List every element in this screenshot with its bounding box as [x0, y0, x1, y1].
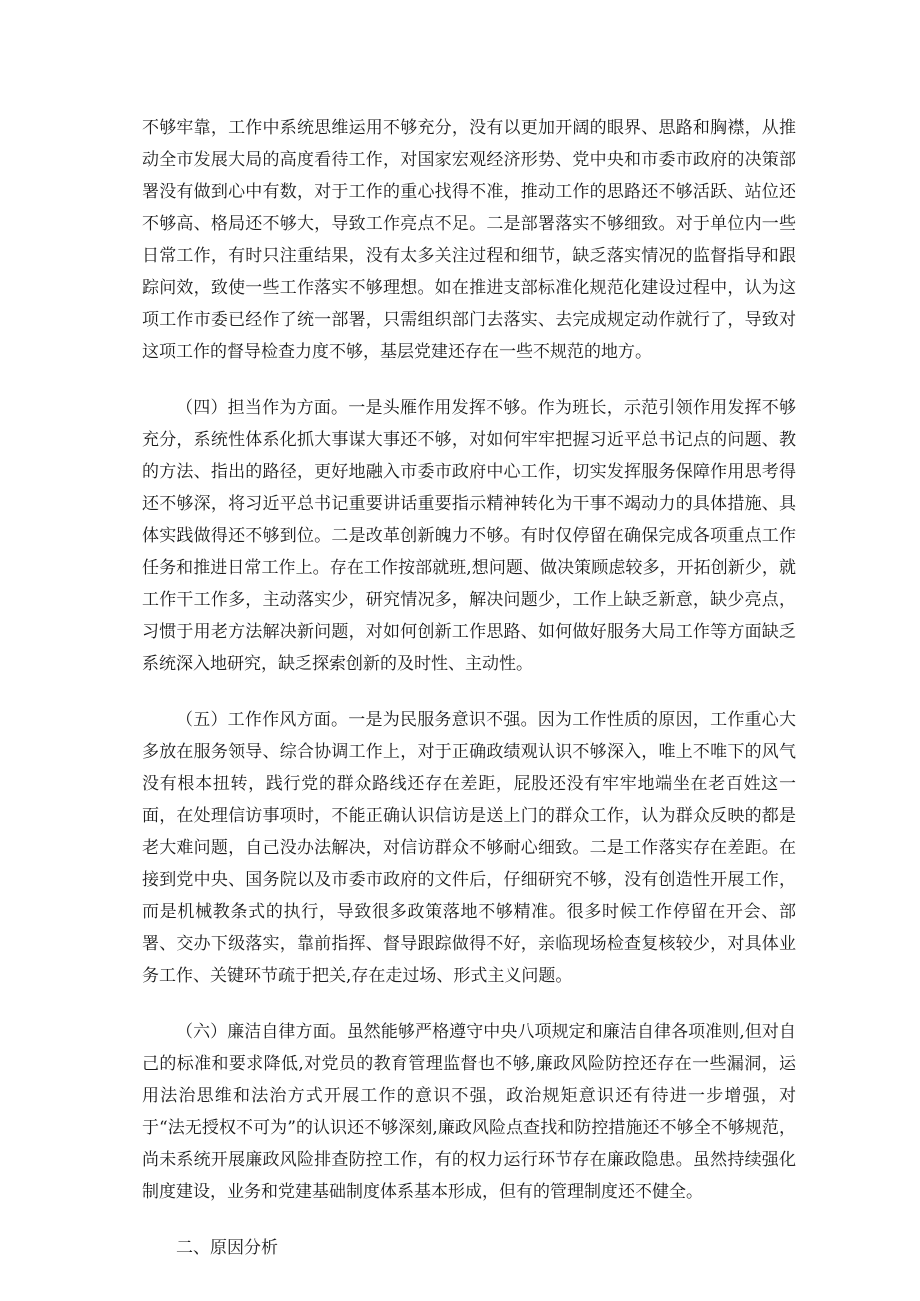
- paragraph-section-4: （四）担当作为方面。一是头雁作用发挥不够。作为班长，示范引领作用发挥不够充分，系统性体系化抓大事谋大事还不够，对如何牢牢把握习近平总书记点的问题、教的方法、指出的路径，更好地融入市委市政府中心工作，切实发挥服务保障作用思考得还不够深，将习近平总书记重要讲话重要指示精神转化为干事不竭动力的具体措施、具体实践做得还不够到位。二是改革创新魄力不够。有时仅停留在确保完成各项重点工作任务和推进日常工作上。存在工作按部就班,想问题、做决策顾虑较多，开拓创新少，就工作干工作多，主动落实少，研究情况多，解决问题少，工作上缺乏新意，缺少亮点，习惯于用老方法解决新问题，对如何创新工作思路、如何做好服务大局工作等方面缺乏系统深入地研究，缺乏探索创新的及时性、主动性。: [142, 398, 796, 674]
- paragraph-section-5: （五）工作作风方面。一是为民服务意识不强。因为工作性质的原因，工作重心大多放在服务领导、综合协调工作上，对于正确政绩观认识不够深入，唯上不唯下的风气没有根本扭转，践行党的群众路线还存在差距，屁股还没有牢牢地端坐在老百姓这一面，在处理信访事项时，不能正确认识信访是送上门的群众工作，认为群众反映的都是老大难问题，自己没办法解决，对信访群众不够耐心细致。二是工作落实存在差距。在接到党中央、国务院以及市委市政府的文件后，仔细研究不够，没有创造性开展工作，而是机械教条式的执行，导致很多政策落地不够精准。很多时候工作停留在开会、部署、交办下级落实，靠前指挥、督导跟踪做得不好，亲临现场检查复核较少，对具体业务工作、关键环节疏于把关,存在走过场、形式主义问题。: [142, 710, 796, 986]
- paragraph-section-6: （六）廉洁自律方面。虽然能够严格遵守中央八项规定和廉洁自律各项准则,但对自己的标准和要求降低,对党员的教育管理监督也不够,廉政风险防控还存在一些漏洞，运用法治思维和法治方式开展工作的意识不强，政治规矩意识还有待进一步增强，对于“法无授权不可为”的认识还不够深刻,廉政风险点查找和防控措施还不够全不够规范，尚未系统开展廉政风险排查防控工作，有的权力运行环节存在廉政隐患。虽然持续强化制度建设，业务和党建基础制度体系基本形成，但有的管理制度还不健全。: [142, 1022, 796, 1202]
- paragraph-continued: 不够牢靠，工作中系统思维运用不够充分，没有以更加开阔的眼界、思路和胸襟，从推动全市发展大局的高度看待工作，对国家宏观经济形势、党中央和市委市政府的决策部署没有做到心中有数，对于工作的重心找得不准，推动工作的思路还不够活跃、站位还不够高、格局还不够大，导致工作亮点不足。二是部署落实不够细致。对于单位内一些日常工作，有时只注重结果，没有太多关注过程和细节，缺乏落实情况的监督指导和跟踪问效，致使一些工作落实不够理想。如在推进支部标准化规范化建设过程中，认为这项工作市委已经作了统一部署，只需组织部门去落实、去完成规定动作就行了，导致对这项工作的督导检查力度不够，基层党建还存在一些不规范的地方。: [142, 118, 796, 362]
- document-page: [142, 112, 796, 1264]
- section-heading: 二、原因分析: [176, 1238, 278, 1258]
